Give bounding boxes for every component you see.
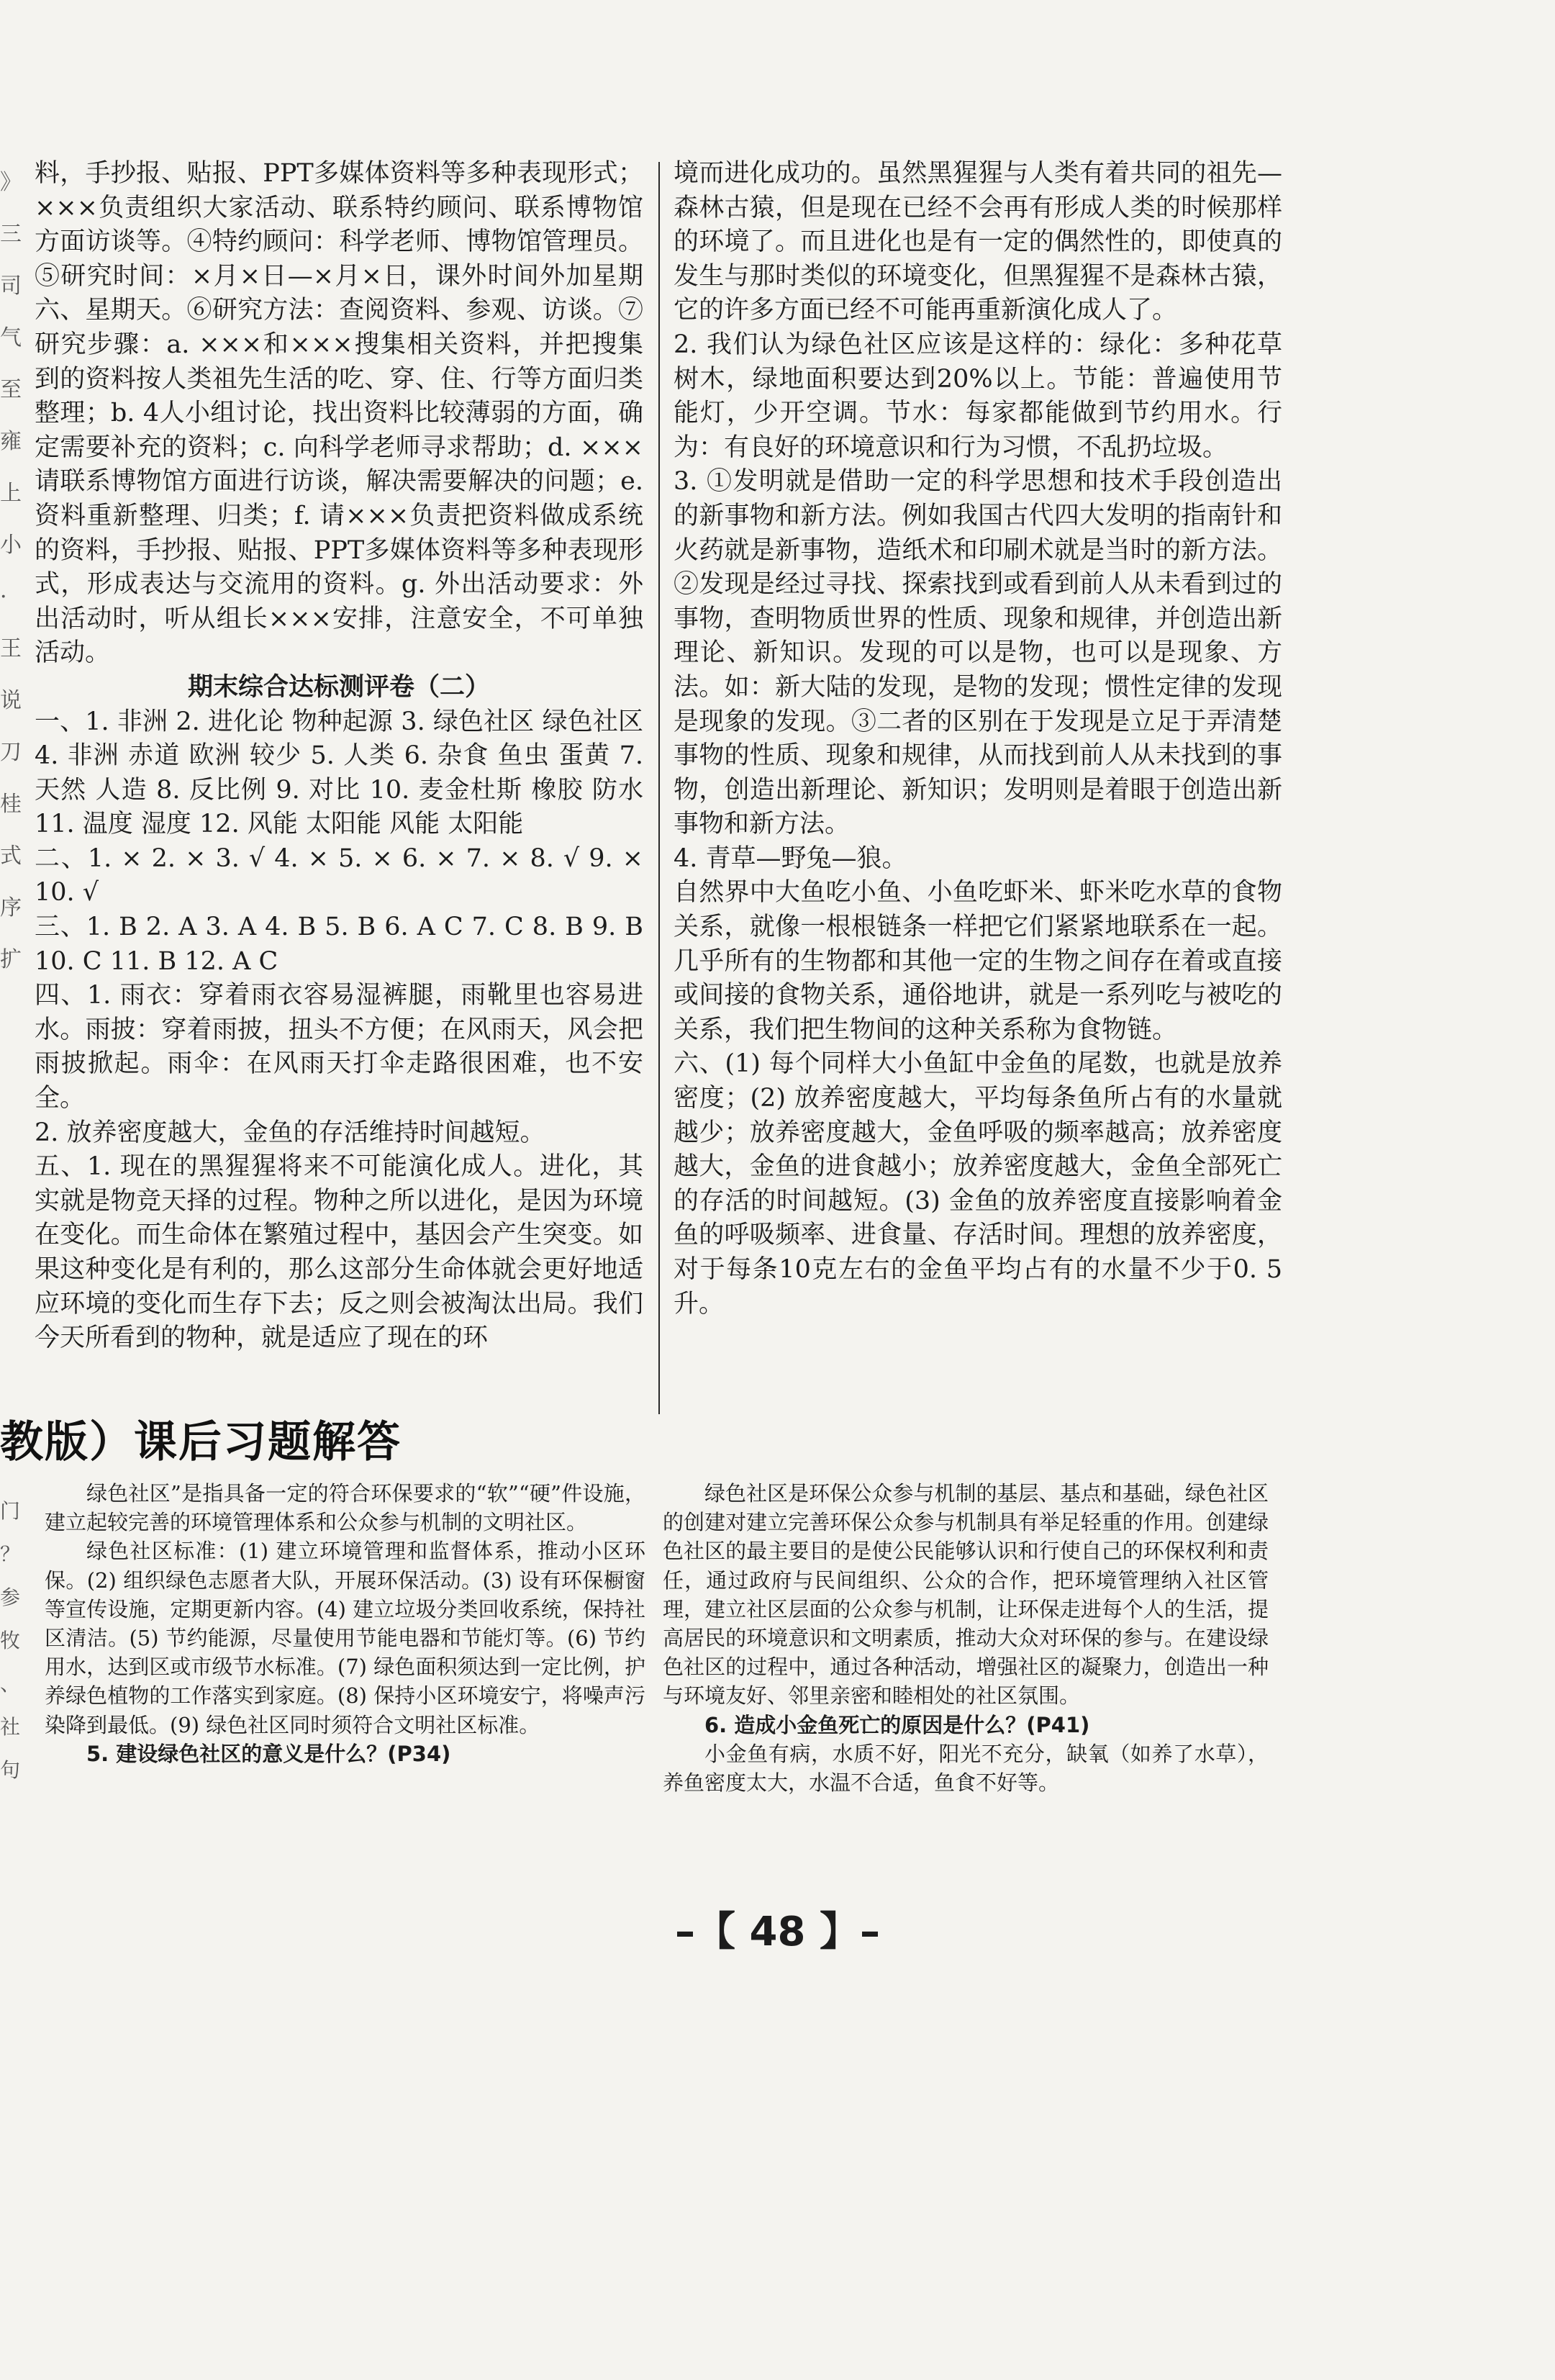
paragraph: 3. ①发明就是借助一定的科学思想和技术手段创造出的新事物和新方法。例如我国古代四大发明的指南针和火药就是新事物，造纸术和印刷术就是当时的新方法。②发现是经过寻找、探索找到或看到前人从未看到过的事物，查明物质世界的性质、现象和规律，并创造出新理论、新知识。发现的可以是物，也可以是现象、方法。如：新大陆的发现，是物的发现；惯性定律的发现是现象的发现。③二者的区别在于发现是立足于弄清楚事物的性质、现象和规律，从而找到前人从未找到的事物，创造出新理论、新知识；发明则是着眼于创造出新事物和新方法。 (674, 467, 1282, 839)
paragraph: 4. 青草—野兔—狼。 (674, 843, 907, 873)
left-margin-bleed-text-lower: 门 ？ 参 牧 、 社 句 (0, 1499, 21, 1782)
exam-title: 期末综合达标测评卷（二） (187, 672, 490, 702)
paragraph: 四、1. 雨衣：穿着雨衣容易湿裤腿，雨靴里也容易进水。雨披：穿着雨披，扭头不方便；在风雨天，风会把雨披掀起。雨伞：在风雨天打伞走路很困难，也不安全。 (35, 981, 643, 1113)
paragraph: 绿色社区是环保公众参与机制的基层、基点和基础，绿色社区的创建对建立完善环保公众参与机制具有举足轻重的作用。创建绿色社区的最主要目的是使公民能够认识和行使自己的环保权利和责任，通过政府与民间组织、公众的合作，把环境管理纳入社区管理，建立社区层面的公众参与机制，让环保走进每个人的生活，提高居民的环境意识和文明素质，推动大众对环保的参与。在建设绿色社区的过程中，通过各种活动，增强社区的凝聚力，创造出一种与环境友好、邻里亲密和睦相处的社区氛围。 (663, 1481, 1269, 1709)
page-number: –【 48 】– (675, 1909, 880, 1955)
left-margin-bleed-text: 》 三 司 气 至 雍 上 小 · 王 说 刀 桂 式 序 扩 (0, 170, 22, 972)
question-heading: 5. 建设绿色社区的意义是什么？(P34) (86, 1741, 451, 1766)
paragraph: 二、1. × 2. × 3. √ 4. × 5. × 6. × 7. × 8. √ 9. × 10. √ (35, 843, 643, 908)
paragraph: 境而进化成功的。虽然黑猩猩与人类有着共同的祖先—森林古猿，但是现在已经不会再有形成人类的时候那样的环境了。而且进化也是有一定的偶然性的，即使真的发生与那时类似的环境变化，但黑猩猩不是森林古猿，它的许多方面已经不可能再重新演化成人了。 (674, 159, 1282, 325)
column-divider (658, 162, 660, 1414)
upper-left-column (35, 157, 643, 1356)
question-heading: 6. 造成小金鱼死亡的原因是什么？(P41) (704, 1712, 1090, 1737)
paragraph: 小金鱼有病，水质不好，阳光不充分，缺氧（如养了水草），养鱼密度太大，水温不合适，鱼食不好等。 (663, 1741, 1269, 1796)
paragraph: 自然界中大鱼吃小鱼、小鱼吃虾米、虾米吃水草的食物关系，就像一根根链条一样把它们紧紧地联系在一起。几乎所有的生物都和其他一定的生物之间存在着或直接或间接的食物关系，通俗地讲，就是一系列吃与被吃的关系，我们把生物间的这种关系称为食物链。 (674, 878, 1282, 1044)
paragraph: 2. 我们认为绿色社区应该是这样的：绿化：多种花草树木，绿地面积要达到20%以上。节能：普遍使用节能灯，少开空调。节水：每家都能做到节约用水。行为：有良好的环境意识和行为习惯，不乱扔垃圾。 (674, 330, 1282, 462)
paragraph: 2. 放养密度越大，金鱼的存活维持时间越短。 (35, 1118, 545, 1147)
paragraph: 三、1. B 2. A 3. A 4. B 5. B 6. A C 7. C 8. B 9. B 10. C 11. B 12. A C (35, 913, 643, 976)
upper-right-column (674, 157, 1282, 1321)
section-heading: 教版）课后习题解答 (0, 1417, 402, 1467)
lower-right-column (663, 1479, 1269, 1797)
paragraph: 绿色社区”是指具备一定的符合环保要求的“软”“硬”件设施，建立起较完善的环境管理体系和公众参与机制的文明社区。 (45, 1481, 645, 1535)
paragraph: 五、1. 现在的黑猩猩将来不可能演化成人。进化，其实就是物竞天择的过程。物种之所以进化，是因为环境在变化。而生命体在繁殖过程中，基因会产生突变。如果这种变化是有利的，那么这部分生命体就会更好地适应环境的变化而生存下去；反之则会被淘汰出局。我们今天所看到的物种，就是适应了现在的环 (35, 1152, 643, 1353)
paragraph: 一、1. 非洲 2. 进化论 物种起源 3. 绿色社区 绿色社区 4. 非洲 赤道 欧洲 较少 5. 人类 6. 杂食 鱼虫 蛋黄 7. 天然 人造 8. 反比例 9. 对比 10. 麦金杜斯 橡胶 防水 11. 温度 湿度 12. 风能 太阳能 风能 太阳能 (35, 707, 643, 839)
paragraph: 六、(1) 每个同样大小鱼缸中金鱼的尾数，也就是放养密度；(2) 放养密度越大，平均每条鱼所占有的水量就越少；放养密度越大，金鱼呼吸的频率越高；放养密度越大，金鱼的进食越小；放养密度越大，金鱼全部死亡的存活的时间越短。(3) 金鱼的放养密度直接影响着金鱼的呼吸频率、进食量、存活时间。理想的放养密度，对于每条10克左右的金鱼平均占有的水量不少于0. 5升。 (674, 1049, 1282, 1318)
paragraph: 绿色社区标准：(1) 建立环境管理和监督体系，推动小区环保。(2) 组织绿色志愿者大队，开展环保活动。(3) 设有环保橱窗等宣传设施，定期更新内容。(4) 建立垃圾分类回收系统，保持社区清洁。(5) 节约能源，尽量使用节能电器和节能灯等。(6) 节约用水，达到区或市级节水标准。(7) 绿色面积须达到一定比例，护养绿色植物的工作落实到家庭。(8) 保持小区环境安宁，将噪声污染降到最低。(9) 绿色社区同时须符合文明社区标准。 (45, 1539, 645, 1737)
lower-left-column (45, 1479, 645, 1768)
paragraph: 料，手抄报、贴报、PPT多媒体资料等多种表现形式；×××负责组织大家活动、联系特约顾问、联系博物馆方面访谈等。④特约顾问：科学老师、博物馆管理员。⑤研究时间：×月×日—×月×日，课外时间外加星期六、星期天。⑥研究方法：查阅资料、参观、访谈。⑦研究步骤：a. ×××和×××搜集相关资料，并把搜集到的资料按人类祖先生活的吃、穿、住、行等方面归类整理；b. 4人小组讨论，找出资料比较薄弱的方面，确定需要补充的资料；c. 向科学老师寻求帮助；d. ×××请联系博物馆方面进行访谈，解决需要解决的问题；e. 资料重新整理、归类；f. 请×××负责把资料做成系统的资料，手抄报、贴报、PPT多媒体资料等多种表现形式，形成表达与交流用的资料。g. 外出活动要求：外出活动时，听从组长×××安排，注意安全，不可单独活动。 (35, 159, 643, 668)
